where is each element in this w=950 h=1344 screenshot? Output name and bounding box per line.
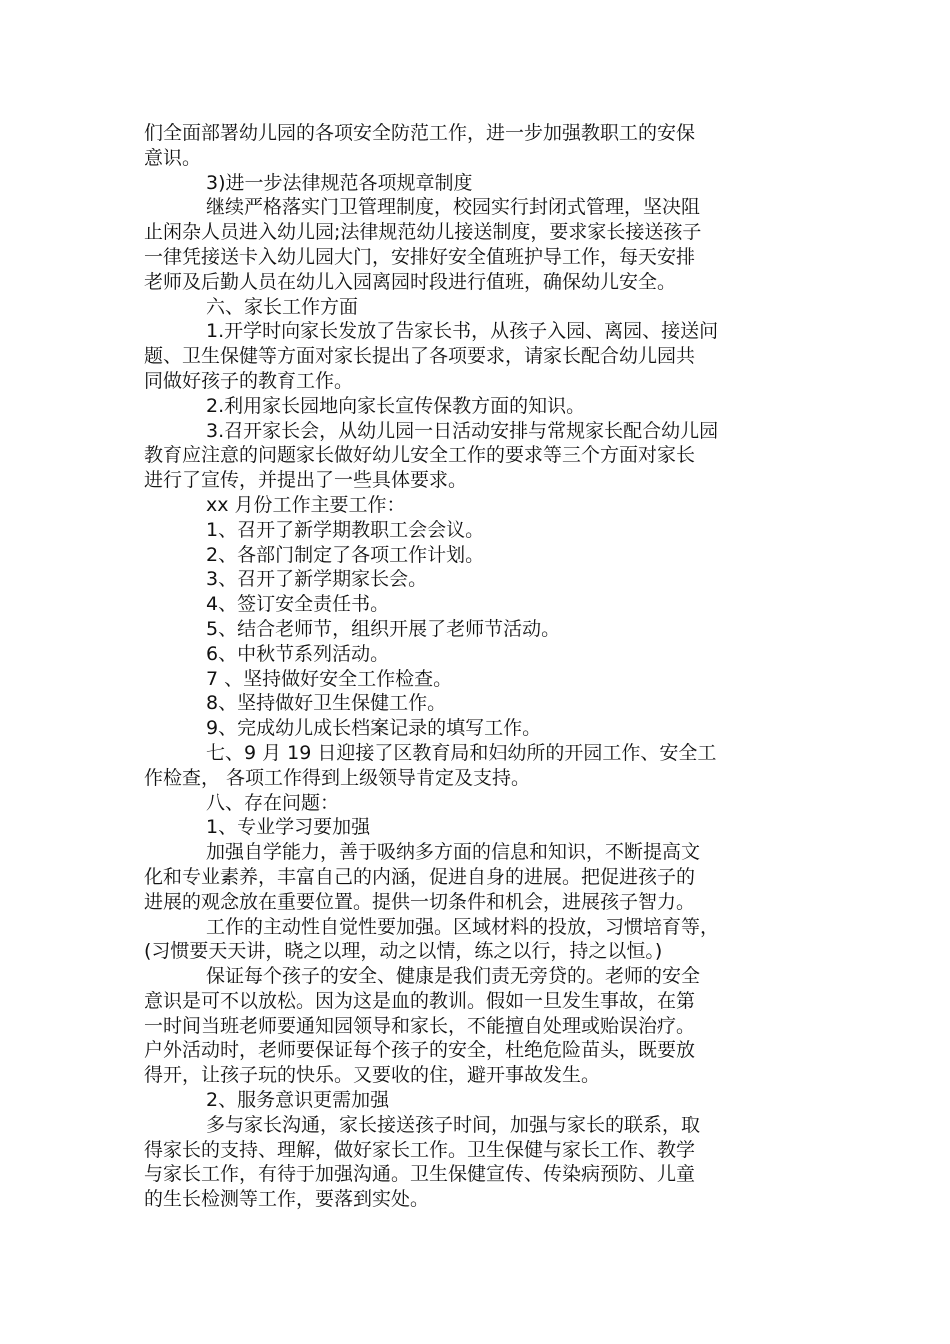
text-line: 作检查， 各项工作得到上级领导肯定及支持。 [144,766,531,789]
text-line: 1、专业学习要加强 [206,816,371,839]
text-line: 7 、坚持做好安全工作检查。 [206,667,453,690]
text-line: 一时间当班老师要通知园领导和家长，不能擅自处理或贻误治疗。 [144,1014,696,1037]
text-line: 8、坚持做好卫生保健工作。 [206,692,447,715]
text-line: 意识是可不以放松。因为这是血的教训。假如一旦发生事故，在第 [144,989,696,1012]
text-line: 的生长检测等工作，要落到实处。 [144,1188,430,1211]
text-line: 工作的主动性自觉性要加强。区域材料的投放，习惯培育等， [206,915,720,938]
text-line: 2、服务意识更需加强 [206,1089,390,1112]
text-line: (习惯要天天讲，晓之以理，动之以情，练之以行，持之以恒。) [144,940,663,963]
text-line: 七、9 月 19 日迎接了区教育局和妇幼所的开园工作、安全工 [206,741,717,764]
document-body [144,121,816,1212]
text-line: 同做好孩子的教育工作。 [144,369,354,392]
text-line: 教育应注意的问题家长做好幼儿安全工作的要求等三个方面对家长 [144,444,696,467]
text-line: 得开，让孩子玩的快乐。又要收的住，避开事故发生。 [144,1064,601,1087]
text-line: 化和专业素养，丰富自己的内涵，促进自身的进展。把促进孩子的 [144,865,696,888]
text-line: 们全面部署幼儿园的各项安全防范工作，进一步加强教职工的安保 [144,122,696,144]
text-line: 保证每个孩子的安全、健康是我们责无旁贷的。老师的安全 [206,965,701,988]
text-line: 多与家长沟通，家长接送孩子时间，加强与家长的联系，取 [206,1113,701,1136]
text-line: 止闲杂人员进入幼儿园;法律规范幼儿接送制度，要求家长接送孩子 [144,221,702,244]
text-line: 5、结合老师节，组织开展了老师节活动。 [206,617,561,640]
text-line: 进行了宣传，并提出了一些具体要求。 [144,469,468,492]
text-line: 4、签订安全责任书。 [206,593,390,616]
text-line: 3.召开家长会，从幼儿园一日活动安排与常规家长配合幼儿园 [206,419,719,442]
text-line: 2、各部门制定了各项工作计划。 [206,543,485,566]
text-line: 老师及后勤人员在幼儿入园离园时段进行值班，确保幼儿安全。 [144,270,677,293]
text-line: 继续严格落实门卫管理制度，校园实行封闭式管理，坚决阻 [206,196,701,219]
text-line: 题、卫生保健等方面对家长提出了各项要求，请家长配合幼儿园共 [144,345,696,368]
text-line: 六、家长工作方面 [206,295,359,318]
text-line: 得家长的支持、理解，做好家长工作。卫生保健与家长工作、教学 [144,1138,696,1161]
text-line: 与家长工作，有待于加强沟通。卫生保健宣传、传染病预防、儿童 [144,1163,696,1186]
text-line: 户外活动时，老师要保证每个孩子的安全，杜绝危险苗头，既要放 [144,1039,696,1062]
text-line: 意识。 [144,146,202,169]
text-line: 2.利用家长园地向家长宣传保教方面的知识。 [206,394,586,417]
text-line: 八、存在问题： [206,791,340,814]
text-line: 3、召开了新学期家长会。 [206,568,428,591]
text-line: 1、召开了新学期教职工会会议。 [206,518,485,541]
text-line: 3)进一步法律规范各项规章制度 [206,171,473,194]
text-line: 6、中秋节系列活动。 [206,642,390,665]
text-line: 加强自学能力，善于吸纳多方面的信息和知识，不断提高文 [206,841,701,864]
text-line: xx 月份工作主要工作： [206,493,406,516]
text-line: 进展的观念放在重要位置。提供一切条件和机会，进展孩子智力。 [144,890,696,913]
text-line: 1.开学时向家长发放了告家长书，从孩子入园、离园、接送问 [206,320,719,343]
text-line: 一律凭接送卡入幼儿园大门，安排好安全值班护导工作，每天安排 [144,245,696,268]
text-line: 9、完成幼儿成长档案记录的填写工作。 [206,717,542,740]
